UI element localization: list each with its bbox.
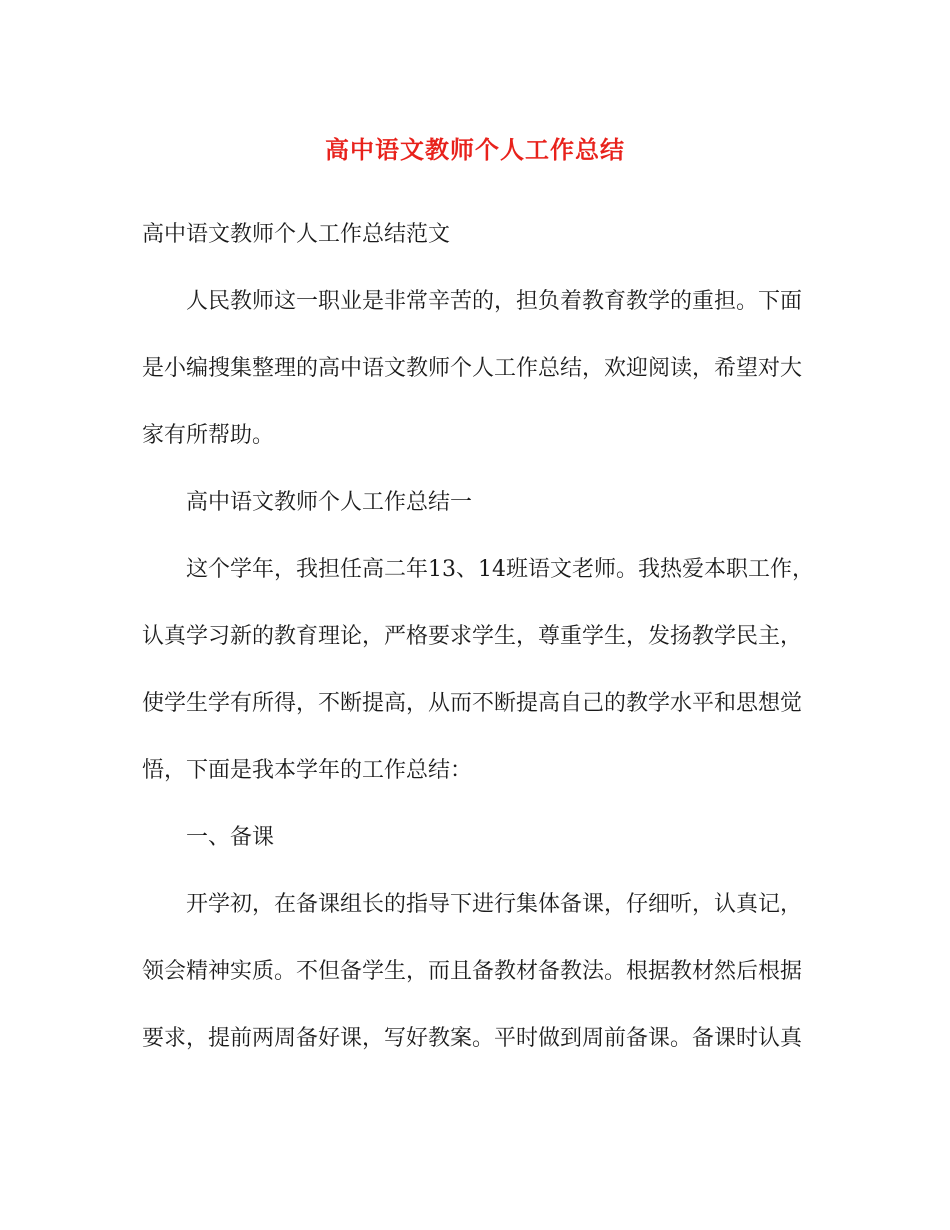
section-heading: 高中语文教师个人工作总结一 <box>186 490 473 515</box>
paragraph-line: 开学初，在备课组长的指导下进行集体备课，仔细听，认真记， <box>186 892 803 917</box>
paragraph-line: 要求，提前两周备好课，写好教案。平时做到周前备课。备课时认真 <box>142 1026 803 1051</box>
paragraph-line: 是小编搜集整理的高中语文教师个人工作总结，欢迎阅读，希望对大 <box>142 356 803 381</box>
subtitle-line: 高中语文教师个人工作总结范文 <box>142 222 451 247</box>
section-heading: 一、备课 <box>186 825 275 850</box>
document-title: 高中语文教师个人工作总结 <box>325 135 625 164</box>
paragraph-line: 使学生学有所得，不断提高，从而不断提高自己的教学水平和思想觉 <box>142 691 803 716</box>
paragraph-line: 认真学习新的教育理论，严格要求学生，尊重学生，发扬教学民主， <box>142 624 803 649</box>
paragraph-line: 家有所帮助。 <box>142 423 275 448</box>
paragraph-line: 这个学年，我担任高二年13、14班语文老师。我热爱本职工作， <box>186 557 814 582</box>
paragraph-line: 悟，下面是我本学年的工作总结： <box>142 758 473 783</box>
paragraph-line: 人民教师这一职业是非常辛苦的，担负着教育教学的重担。下面 <box>186 289 803 314</box>
paragraph-line: 领会精神实质。不但备学生，而且备教材备教法。根据教材然后根据 <box>142 959 803 984</box>
